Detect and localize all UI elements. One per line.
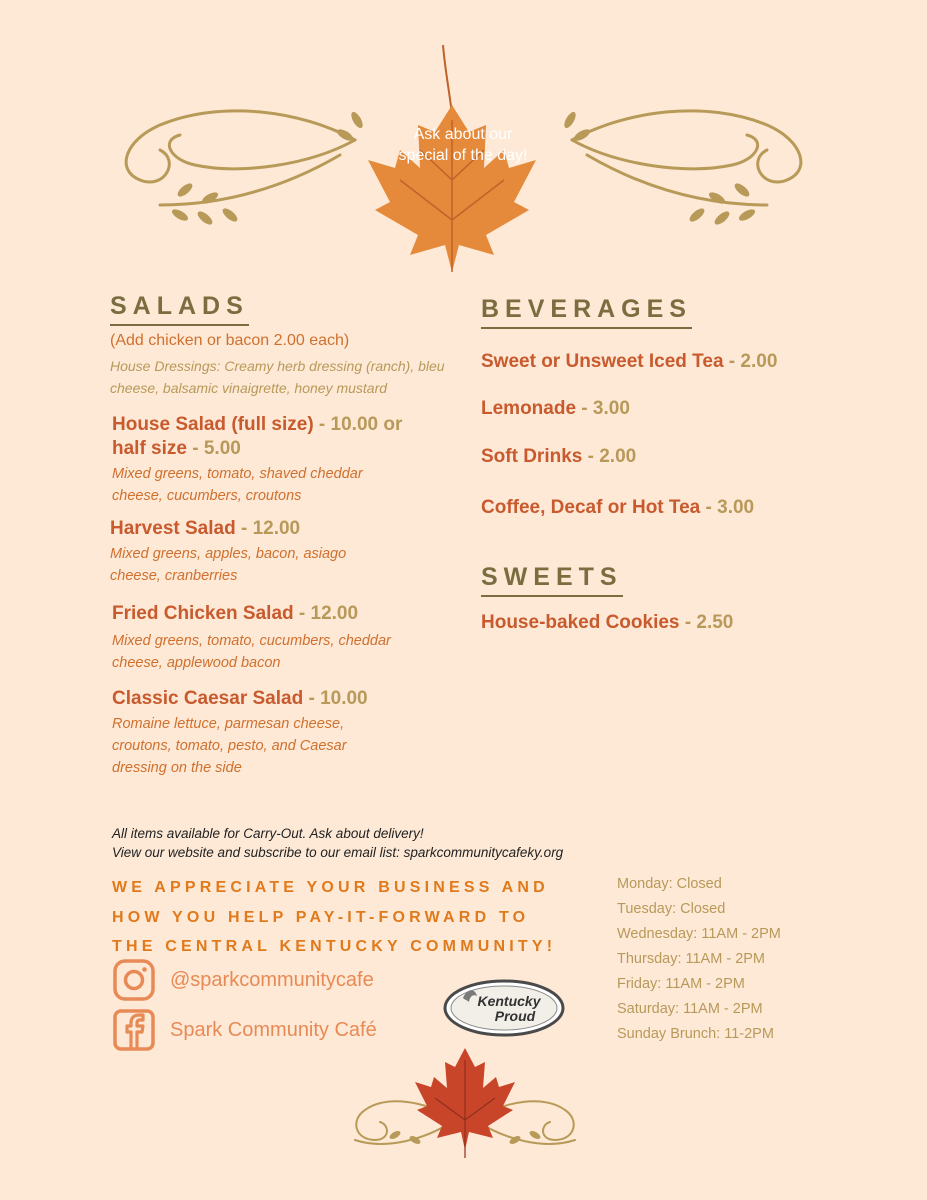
beverages-title: BEVERAGES — [481, 295, 692, 329]
sweets-price: - 2.50 — [679, 612, 734, 633]
salad-item — [110, 517, 440, 587]
instagram-link[interactable] — [112, 958, 374, 1002]
appreciation-line: THE CENTRAL KENTUCKY COMMUNITY! — [112, 938, 557, 955]
beverage-price: - 3.00 — [700, 497, 755, 518]
hours-row: Sunday Brunch: 11-2PM — [617, 1026, 774, 1042]
beverage-item — [481, 398, 630, 420]
hours-row: Friday: 11AM - 2PM — [617, 976, 745, 992]
red-maple-leaf-icon — [415, 1048, 515, 1158]
left-swirl — [126, 111, 355, 182]
instagram-handle: @sparkcommunitycafe — [170, 968, 374, 991]
salad-item — [112, 602, 442, 674]
beverage-price: - 3.00 — [576, 398, 630, 419]
salad-price: - 10.00 — [303, 688, 368, 709]
kentucky-proud-logo — [443, 978, 565, 1038]
salad-desc: Mixed greens, tomato, shaved cheddar cheese, cucumbers, croutons — [112, 466, 363, 504]
opening-hours — [617, 872, 781, 1047]
salad-desc: Mixed greens, apples, bacon, asiago cheese, cranberries — [110, 546, 347, 584]
badge-line1: Kentucky — [477, 993, 541, 1009]
beverage-price: - 2.00 — [723, 351, 778, 372]
beverage-price: - 2.00 — [582, 446, 637, 467]
beverage-item — [481, 446, 636, 468]
hours-row: Saturday: 11AM - 2PM — [617, 1001, 763, 1017]
right-swirl — [572, 111, 801, 182]
beverage-item — [481, 351, 777, 373]
salad-item — [112, 413, 442, 507]
salad-name-half: half size — [112, 438, 187, 459]
beverage-name: Soft Drinks — [481, 446, 583, 467]
hours-row: Monday: Closed — [617, 876, 722, 892]
hours-row: Wednesday: 11AM - 2PM — [617, 926, 781, 942]
salad-price: - 10.00 or — [313, 414, 403, 435]
facebook-page-name: Spark Community Café — [170, 1018, 377, 1041]
badge-line2: Proud — [494, 1008, 536, 1024]
salad-price: - 12.00 — [293, 603, 359, 624]
special-of-the-day: Ask about our special of the day! — [398, 126, 528, 164]
salads-title: SALADS — [110, 292, 249, 326]
facebook-link[interactable] — [112, 1008, 377, 1052]
website-note: View our website and subscribe to our email list: sparkcommunitycafeky.org — [112, 845, 564, 860]
hours-row: Tuesday: Closed — [617, 901, 726, 917]
salad-price: - 12.00 — [235, 518, 301, 539]
salad-name: Harvest Salad — [110, 518, 236, 539]
carry-out-note: All items available for Carry-Out. Ask about delivery! — [112, 826, 424, 841]
salad-name: Classic Caesar Salad — [112, 688, 304, 709]
salad-item — [112, 687, 442, 779]
salad-desc: Romaine lettuce, parmesan cheese, croutons, tomato, pesto, and Caesar dressing on the side — [112, 716, 347, 776]
appreciation-line: HOW YOU HELP PAY-IT-FORWARD TO — [112, 908, 530, 926]
salad-name: House Salad (full size) — [112, 414, 314, 435]
footer-ornament — [345, 1040, 585, 1165]
sweets-name: House-baked Cookies — [481, 612, 680, 633]
beverage-name: Lemonade — [481, 398, 577, 419]
sweets-title: SWEETS — [481, 563, 623, 597]
sweets-item — [481, 612, 733, 634]
salad-desc: Mixed greens, tomato, cucumbers, cheddar cheese, applewood bacon — [112, 633, 391, 671]
add-protein-note: (Add chicken or bacon 2.00 each) — [110, 332, 350, 349]
house-dressings: House Dressings: Creamy herb dressing (ranch), bleu cheese, balsamic vinaigrette, honey mustard — [110, 358, 445, 396]
beverage-name: Sweet or Unsweet Iced Tea — [481, 351, 724, 372]
salad-name: Fried Chicken Salad — [112, 603, 294, 624]
beverage-item — [481, 497, 754, 519]
salad-price-half: - 5.00 — [186, 438, 241, 459]
hours-row: Thursday: 11AM - 2PM — [617, 951, 766, 967]
facebook-icon — [112, 1008, 156, 1052]
appreciation-line: WE APPRECIATE YOUR BUSINESS AND — [112, 879, 549, 896]
appreciation-message — [112, 873, 612, 962]
instagram-icon — [112, 958, 156, 1002]
beverage-name: Coffee, Decaf or Hot Tea — [481, 497, 701, 518]
